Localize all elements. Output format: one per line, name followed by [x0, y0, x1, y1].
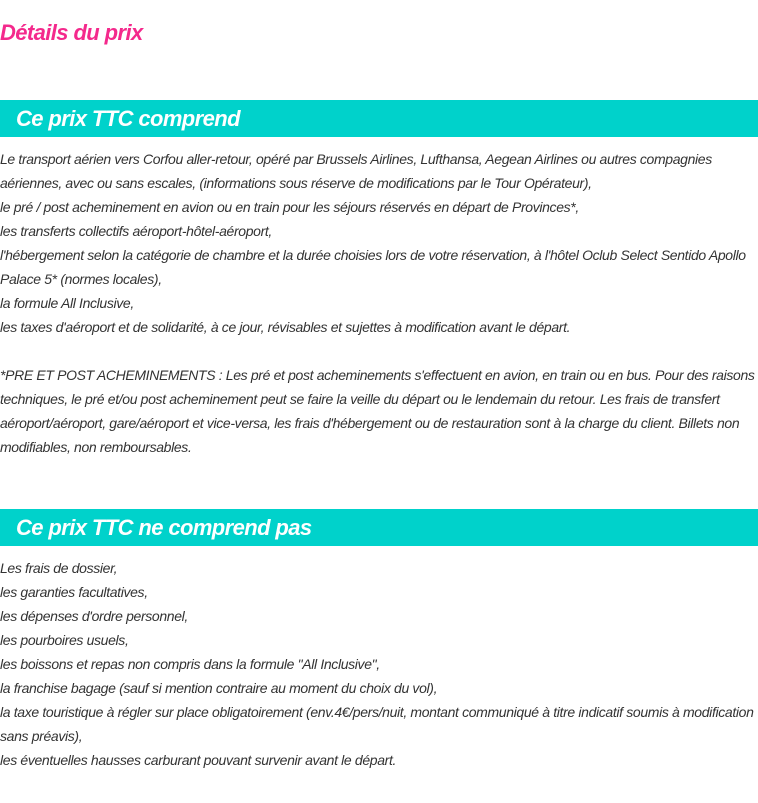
excludes-item: les boissons et repas non compris dans la formule "All Inclusive",: [0, 656, 380, 672]
excludes-item: la taxe touristique à régler sur place obligatoirement (env.4€/pers/nuit, montant communiqué à titre indicatif soumis à modification sans préavis),: [0, 704, 754, 744]
excludes-heading: Ce prix TTC ne comprend pas: [0, 509, 758, 546]
excludes-item: les pourboires usuels,: [0, 632, 129, 648]
page-title: Détails du prix: [0, 20, 143, 45]
excludes-item: les garanties facultatives,: [0, 584, 148, 600]
includes-item: les taxes d'aéroport et de solidarité, à ce jour, révisables et sujettes à modification avant le départ.: [0, 319, 571, 335]
includes-item: la formule All Inclusive,: [0, 295, 134, 311]
includes-item: Le transport aérien vers Corfou aller-retour, opéré par Brussels Airlines, Lufthansa, Aegean Airlines ou autres compagnies aériennes, avec ou sans escales, (informations sous réserve de modifications par le Tour Opérateur),: [0, 151, 712, 191]
includes-item: les transferts collectifs aéroport-hôtel-aéroport,: [0, 223, 272, 239]
excludes-item: la franchise bagage (sauf si mention contraire au moment du choix du vol),: [0, 680, 438, 696]
acheminement-note: *PRE ET POST ACHEMINEMENTS : Les pré et post acheminements s'effectuent en avion, en train ou en bus. Pour des raisons techniques, le pré et/ou post acheminement peut se faire la veille du départ ou le lendemain du retour. Les frais de transfert aéroport/aéroport, gare/aéroport et vice-versa, les frais d'hébergement ou de restauration sont à la charge du client. Billets non modifiables, non remboursables.: [0, 367, 755, 455]
excludes-section: [0, 556, 756, 772]
includes-item: le pré / post acheminement en avion ou en train pour les séjours réservés en départ de Provinces*,: [0, 199, 579, 215]
excludes-item: Les frais de dossier,: [0, 560, 118, 576]
excludes-item: les dépenses d'ordre personnel,: [0, 608, 188, 624]
includes-section: [0, 147, 756, 459]
excludes-item: les éventuelles hausses carburant pouvant survenir avant le départ.: [0, 752, 397, 768]
includes-item: l'hébergement selon la catégorie de chambre et la durée choisies lors de votre réservation, à l'hôtel Oclub Select Sentido Apollo Palace 5* (normes locales),: [0, 247, 746, 287]
includes-heading: Ce prix TTC comprend: [0, 100, 758, 137]
